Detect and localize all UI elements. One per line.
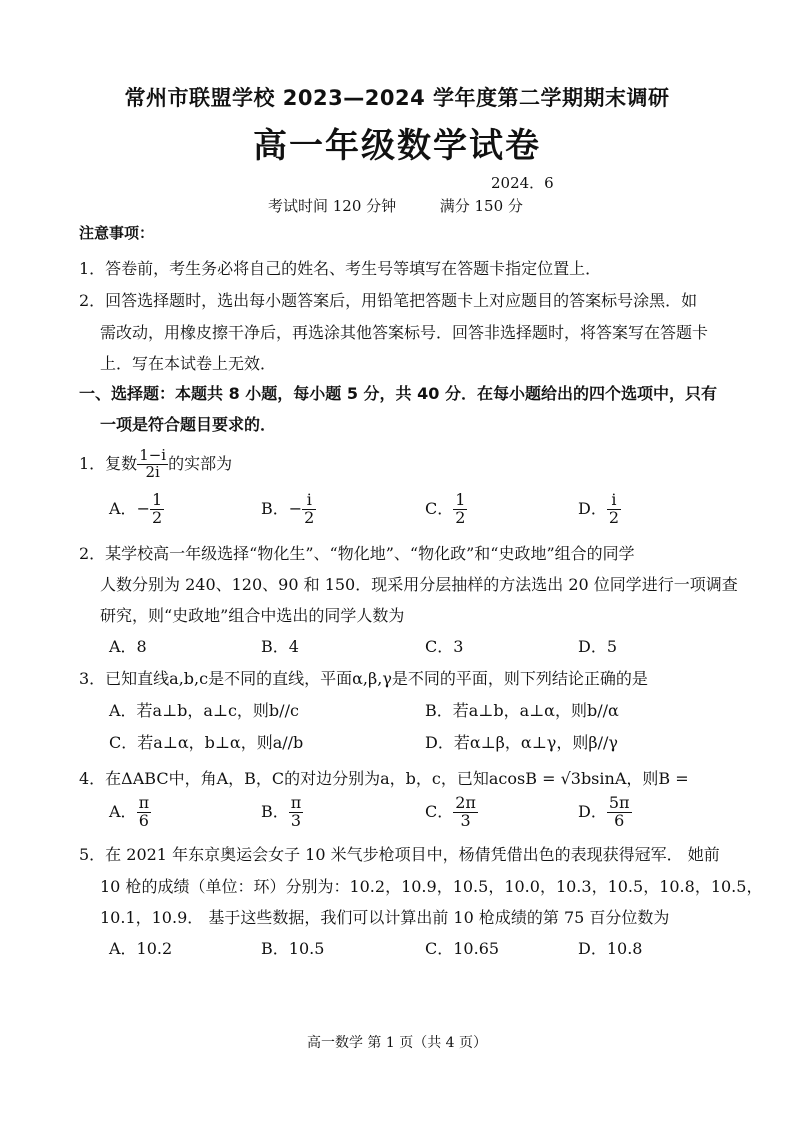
q3-option-d[interactable]: D．若α⊥β，α⊥γ，则β//γ: [425, 733, 618, 752]
question-2-stem-line1: 2．某学校高一年级选择“物化生”、“物化地”、“物化政”和“史政地”组合的同学: [79, 544, 635, 563]
exam-title: 高一年级数学试卷: [253, 126, 541, 166]
q1-prefix: 1．复数: [79, 453, 138, 473]
notice-item-1: 1．答卷前，考生务必将自己的姓名、考生号等填写在答题卡指定位置上．: [79, 259, 602, 278]
option-sign: −: [136, 498, 150, 518]
fraction-denominator: 2: [608, 507, 620, 527]
q2-option-d[interactable]: D．5: [578, 637, 618, 656]
option-label: B．: [261, 498, 289, 518]
fraction-numerator: 5π: [608, 793, 630, 812]
fraction-denominator: 3: [460, 810, 471, 830]
q1-fraction-numerator: 1−i: [139, 446, 167, 464]
fraction-denominator: 3: [290, 810, 302, 830]
option-label: A．: [109, 498, 137, 518]
option-fraction: [289, 795, 304, 830]
question-5-stem-line2: 10 枪的成绩（单位：环）分别为：10.2，10.9，10.5，10.0，10.3，10.5，10.8，10.5，: [100, 877, 763, 896]
option-fraction: [453, 795, 478, 830]
question-5-stem-line3: 10.1，10.9． 基于这些数据，我们可以计算出前 10 枪成绩的第 75 百分位数为: [100, 908, 670, 927]
fraction-numerator: 1: [455, 490, 466, 509]
option-label: C．: [425, 498, 454, 518]
fraction-numerator: 1: [151, 490, 163, 509]
fraction-denominator: 2: [151, 507, 163, 527]
q3-option-b[interactable]: B．若a⊥b，a⊥α，则b//α: [425, 701, 619, 720]
q1-fraction-denominator: 2i: [145, 462, 160, 481]
q1-option-b[interactable]: [261, 492, 316, 527]
fraction-numerator: π: [138, 793, 150, 812]
question-5-stem-line1: 5．在 2021 年东京奥运会女子 10 米气步枪项目中，杨倩凭借出色的表现获得冠军． 她前: [79, 845, 720, 864]
section1-heading-line1: 一、选择题：本题共 8 小题，每小题 5 分，共 40 分．在每小题给出的四个选项中，只有: [79, 384, 717, 403]
q4-option-d[interactable]: [578, 795, 632, 830]
notice-heading: 注意事项：: [79, 224, 155, 242]
option-label: A．: [109, 801, 137, 821]
q4-option-a[interactable]: [109, 795, 151, 830]
q4-option-c[interactable]: [425, 795, 478, 830]
q1-fraction: [137, 448, 168, 481]
q1-suffix: 的实部为: [168, 453, 233, 473]
fraction-numerator: i: [302, 492, 316, 510]
notice-item-2-line1: 2．回答选择题时，选出每小题答案后，用铅笔把答题卡上对应题目的答案标号涂黑．如: [79, 291, 698, 310]
fraction-denominator: 6: [138, 810, 149, 830]
q1-option-a[interactable]: [109, 492, 164, 527]
section1-heading-line2: 一项是符合题目要求的．: [100, 415, 277, 434]
q1-option-d[interactable]: [578, 492, 621, 527]
q2-option-b[interactable]: B．4: [261, 637, 299, 656]
q5-option-b[interactable]: B．10.5: [261, 939, 325, 958]
school-title: 常州市联盟学校 2023—2024 学年度第二学期期末调研: [124, 86, 670, 110]
question-1-stem: [79, 448, 232, 481]
fraction-denominator: 2: [455, 507, 466, 527]
option-label: D．: [578, 801, 607, 821]
q1-option-c[interactable]: [425, 492, 467, 527]
q5-option-d[interactable]: D．10.8: [578, 939, 643, 958]
option-fraction: [302, 492, 316, 527]
question-3-stem: 3．已知直线a,b,c是不同的直线，平面α,β,γ是不同的平面，则下列结论正确的是: [79, 669, 648, 688]
fraction-numerator: i: [607, 492, 621, 510]
fraction-denominator: 2: [304, 507, 315, 527]
question-2-stem-line2: 人数分别为 240、120、90 和 150．现采用分层抽样的方法选出 20 位同学进行一项调查: [100, 575, 738, 594]
option-fraction: [150, 492, 164, 527]
time-limit: 考试时间 120 分钟: [268, 197, 397, 215]
q2-option-c[interactable]: C．3: [425, 637, 464, 656]
exam-info: [268, 195, 523, 216]
full-score: 满分 150 分: [439, 197, 523, 215]
exam-date: 2024．6: [491, 174, 554, 192]
q4-option-b[interactable]: [261, 795, 303, 830]
option-fraction: [607, 795, 632, 830]
option-label: B．: [261, 801, 289, 821]
option-label: D．: [578, 498, 607, 518]
q2-option-a[interactable]: A．8: [109, 637, 147, 656]
fraction-denominator: 6: [614, 810, 625, 830]
q5-option-c[interactable]: C．10.65: [425, 939, 500, 958]
q3-option-a[interactable]: A．若a⊥b，a⊥c，则b//c: [109, 701, 299, 720]
option-fraction: [453, 492, 467, 527]
notice-item-2-line3: 上．写在本试卷上无效．: [100, 354, 277, 373]
fraction-numerator: 2π: [455, 793, 476, 812]
option-sign: −: [288, 498, 303, 518]
option-fraction: [607, 492, 621, 527]
question-4-stem: 4．在ΔABC中，角A，B，C的对边分别为a，b，c，已知acosB = √3bsinA，则B =: [79, 769, 689, 788]
question-2-stem-line3: 研究，则“史政地”组合中选出的同学人数为: [100, 606, 405, 625]
q5-option-a[interactable]: A．10.2: [109, 939, 173, 958]
page-footer: 高一数学 第 1 页（共 4 页）: [306, 1035, 488, 1051]
fraction-numerator: π: [290, 793, 302, 812]
notice-item-2-line2: 需改动，用橡皮擦干净后，再选涂其他答案标号．回答非选择题时，将答案写在答题卡: [100, 323, 709, 342]
q3-option-c[interactable]: C．若a⊥α，b⊥α，则a//b: [109, 733, 304, 752]
option-label: C．: [425, 801, 454, 821]
option-fraction: [137, 795, 152, 830]
